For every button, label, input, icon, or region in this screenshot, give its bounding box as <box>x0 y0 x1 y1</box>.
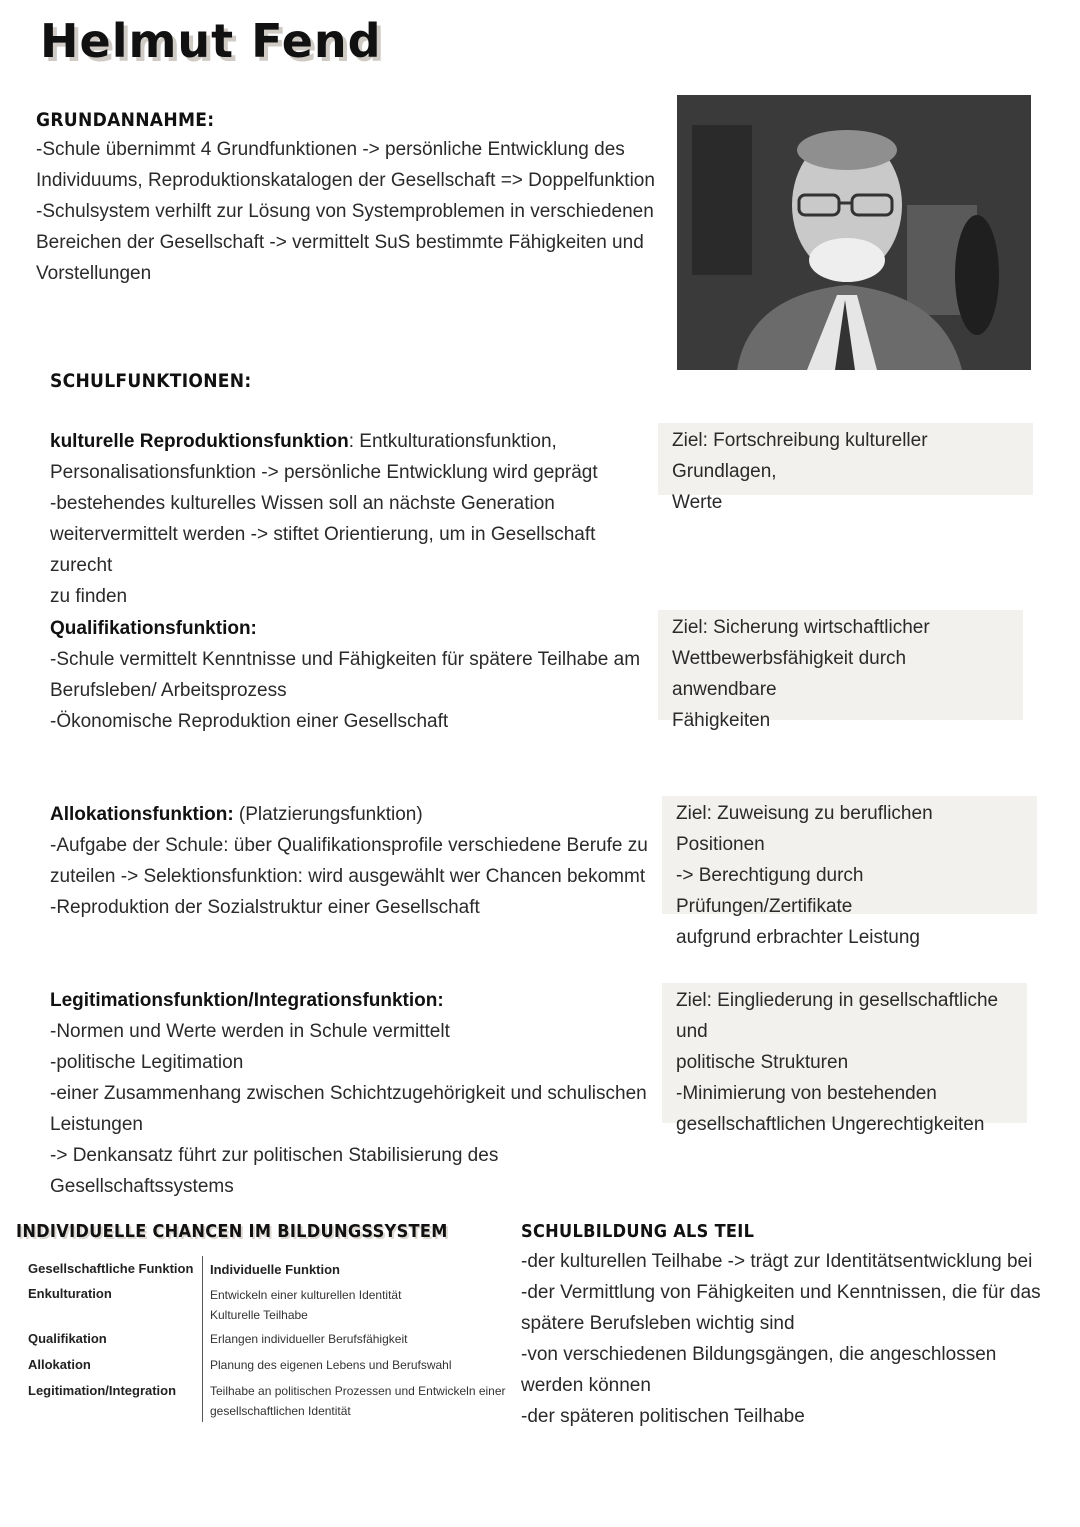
text-line: weitervermittelt werden -> stiftet Orientierung, um in Gesellschaft zurecht <box>50 524 596 576</box>
table-cell-line: Erlangen individueller Berufsfähigkeit <box>210 1332 408 1346</box>
goal-line: Ziel: Fortschreibung kultureller Grundlagen, <box>672 430 928 482</box>
table-cell-line: Planung des eigenen Lebens und Berufswahl <box>210 1358 452 1372</box>
table-row-right <box>210 1285 401 1325</box>
table-col-right-header: Individuelle Funktion <box>210 1262 340 1277</box>
text-line: -der kulturellen Teilhabe -> trägt zur Identitätsentwicklung bei <box>521 1251 1033 1272</box>
goal-box-legitimation <box>662 983 1027 1135</box>
text-line: Leistungen <box>50 1114 143 1135</box>
table-cell-line: Kulturelle Teilhabe <box>210 1308 308 1322</box>
text-line: -bestehendes kulturelles Wissen soll an nächste Generation <box>50 493 555 514</box>
portrait-photo <box>677 95 1031 370</box>
chancen-heading: INDIVIDUELLE CHANCEN IM BILDUNGSSYSTEM <box>16 1221 448 1242</box>
goal-line: politische Strukturen <box>676 1052 849 1073</box>
section-title: Allokationsfunktion: <box>50 804 234 825</box>
text-line: spätere Berufsleben wichtig sind <box>521 1313 795 1334</box>
section-legitimation <box>50 985 660 1202</box>
table-row-left: Legitimation/Integration <box>28 1383 177 1398</box>
section-title-line <box>50 426 650 457</box>
table-row-right <box>210 1329 407 1349</box>
schulfunktionen-heading: SCHULFUNKTIONEN: <box>50 370 252 392</box>
text-line: werden können <box>521 1375 651 1396</box>
table-row-left: Enkulturation <box>28 1286 112 1301</box>
goal-line: gesellschaftlichen Ungerechtigkeiten <box>676 1114 985 1135</box>
text-line: Berufsleben/ Arbeitsprozess <box>50 680 287 701</box>
table-cell-line: gesellschaftlichen Identität <box>210 1404 351 1418</box>
text-line: zuteilen -> Selektionsfunktion: wird ausgewählt wer Chancen bekommt <box>50 866 646 887</box>
text-line: -Schule vermittelt Kenntnisse und Fähigkeiten für spätere Teilhabe am <box>50 649 641 670</box>
table-row-left: Allokation <box>28 1357 91 1372</box>
goal-line: Ziel: Sicherung wirtschaftlicher <box>672 617 930 638</box>
section-title: Legitimationsfunktion/Integrationsfunktion: <box>50 990 444 1011</box>
text-line: -Schulsystem verhilft zur Lösung von Systemproblemen in verschiedenen <box>36 201 654 222</box>
grundannahme-heading: GRUNDANNAHME: <box>36 109 215 131</box>
text-line: -Ökonomische Reproduktion einer Gesellschaft <box>50 711 449 732</box>
table-row-right <box>210 1381 506 1421</box>
schulbildung-heading: SCHULBILDUNG ALS TEIL <box>521 1221 755 1242</box>
goal-box-kulturelle <box>658 423 1033 513</box>
table-cell-line: Entwickeln einer kulturellen Identität <box>210 1288 402 1302</box>
table-divider <box>202 1256 203 1422</box>
section-title-rest: (Platzierungsfunktion) <box>233 804 423 825</box>
section-kulturelle <box>50 426 650 612</box>
section-title-rest: : Entkulturationsfunktion, <box>348 431 557 452</box>
grundannahme-text <box>36 134 656 289</box>
text-line: -von verschiedenen Bildungsgängen, die angeschlossen <box>521 1344 997 1365</box>
text-line: Individuums, Reproduktionskatalogen der Gesellschaft => Doppelfunktion <box>36 170 655 191</box>
table-row-right <box>210 1355 452 1375</box>
text-line: -Aufgabe der Schule: über Qualifikationsprofile verschiedene Berufe zu <box>50 835 648 856</box>
section-title-line <box>50 799 650 830</box>
table-row-left: Qualifikation <box>28 1331 107 1346</box>
schulbildung-text <box>521 1246 1061 1432</box>
goal-line: -Minimierung von bestehenden <box>676 1083 937 1104</box>
text-line: -Reproduktion der Sozialstruktur einer Gesellschaft <box>50 897 480 918</box>
goal-line: Wettbewerbsfähigkeit durch anwendbare <box>672 648 907 700</box>
table-col-left-header: Gesellschaftliche Funktion <box>28 1261 194 1276</box>
section-allokation <box>50 799 650 923</box>
text-line: -der Vermittlung von Fähigkeiten und Kenntnissen, die für das <box>521 1282 1041 1303</box>
section-title: Qualifikationsfunktion: <box>50 618 257 639</box>
text-line: -Normen und Werte werden in Schule vermittelt <box>50 1021 450 1042</box>
text-line: -der späteren politischen Teilhabe <box>521 1406 805 1427</box>
text-line: Bereichen der Gesellschaft -> vermittelt SuS bestimmte Fähigkeiten und <box>36 232 644 253</box>
goal-line: aufgrund erbrachter Leistung <box>676 927 920 948</box>
goal-line: Fähigkeiten <box>672 710 771 731</box>
text-line: -Schule übernimmt 4 Grundfunktionen -> persönliche Entwicklung des <box>36 139 625 160</box>
section-qualifikation <box>50 613 650 737</box>
text-line: -einer Zusammenhang zwischen Schichtzugehörigkeit und schulischen <box>50 1083 647 1104</box>
goal-line: Ziel: Zuweisung zu beruflichen Positionen <box>676 803 933 855</box>
goal-line: -> Berechtigung durch Prüfungen/Zertifikate <box>676 865 864 917</box>
table-cell-line: Teilhabe an politischen Prozessen und Entwickeln einer <box>210 1384 506 1398</box>
text-line: Vorstellungen <box>36 263 152 284</box>
portrait-illustration <box>677 95 1031 370</box>
section-title: kulturelle Reproduktionsfunktion <box>50 431 349 452</box>
page-title: Helmut Fend <box>40 14 382 68</box>
text-line: zu finden <box>50 586 128 607</box>
goal-line: Ziel: Eingliederung in gesellschaftliche und <box>676 990 999 1042</box>
goal-box-allokation <box>662 796 1037 948</box>
goal-box-qualifikation <box>658 610 1023 731</box>
text-line: -> Denkansatz führt zur politischen Stabilisierung des Gesellschaftssystems <box>50 1145 499 1197</box>
text-line: -politische Legitimation <box>50 1052 244 1073</box>
text-line: Personalisationsfunktion -> persönliche Entwicklung wird geprägt <box>50 462 598 483</box>
goal-line: Werte <box>672 492 723 513</box>
